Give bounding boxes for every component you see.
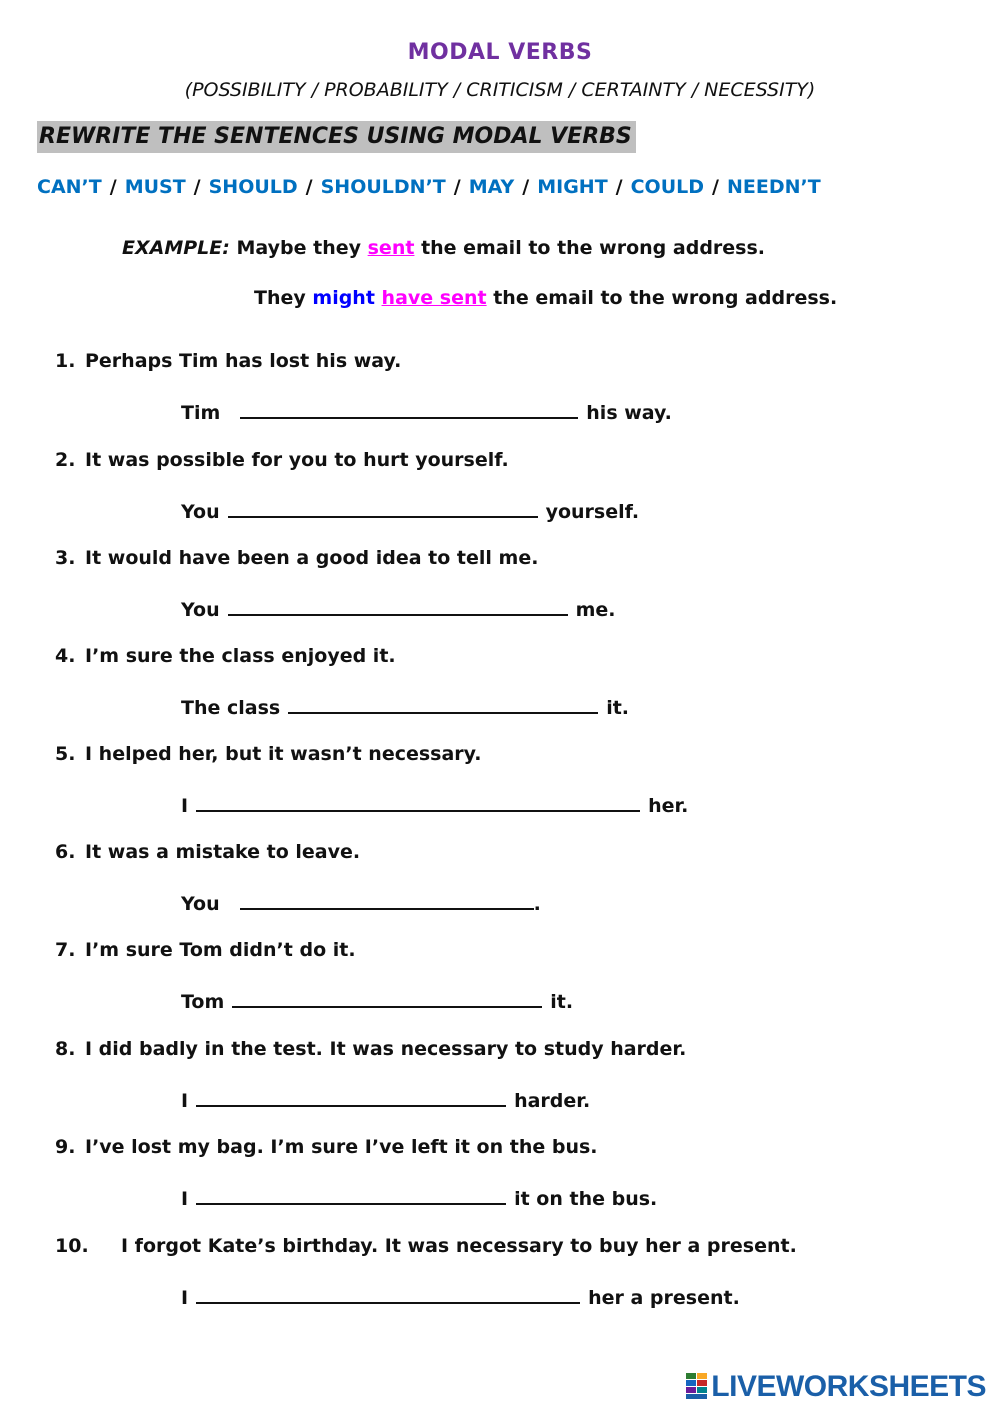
question-number: 6. <box>55 841 76 863</box>
answer-start: The class <box>181 697 281 719</box>
answer-end: it. <box>550 991 574 1013</box>
answer-blank[interactable] <box>240 890 534 910</box>
answer-line <box>181 1284 740 1309</box>
answer-line <box>181 596 616 621</box>
example-text: Maybe they <box>236 237 361 259</box>
modal-verb: MIGHT <box>537 176 608 198</box>
answer-start: I <box>181 795 189 817</box>
question-number: 2. <box>55 449 76 471</box>
answer-line <box>181 890 541 915</box>
example-highlight: sent <box>367 237 415 259</box>
example-modal: might <box>312 287 375 309</box>
modal-separator: / <box>453 176 461 198</box>
answer-end: . <box>533 893 541 915</box>
modal-verb: MUST <box>124 176 186 198</box>
question-sentence: It would have been a good idea to tell me. <box>85 547 539 569</box>
answer-end: yourself. <box>545 501 640 523</box>
question-sentence: I’m sure Tom didn’t do it. <box>85 939 356 961</box>
answer-start: I <box>181 1090 189 1112</box>
example-highlight: have sent <box>381 287 487 309</box>
answer-blank[interactable] <box>232 988 542 1008</box>
answer-start: I <box>181 1188 189 1210</box>
question-number: 1. <box>55 350 76 372</box>
question-number: 5. <box>55 743 76 765</box>
example-text: the email to the wrong address. <box>493 287 838 309</box>
answer-start: You <box>181 501 220 523</box>
question-number: 7. <box>55 939 76 961</box>
answer-end: harder. <box>514 1090 591 1112</box>
example-answer <box>254 287 837 309</box>
instruction-heading: REWRITE THE SENTENCES USING MODAL VERBS <box>37 121 636 153</box>
answer-end: it. <box>606 697 630 719</box>
question <box>55 547 538 569</box>
answer-line <box>181 792 688 817</box>
liveworksheets-logo <box>686 1370 986 1404</box>
question <box>55 1235 797 1257</box>
answer-end: her. <box>648 795 689 817</box>
answer-blank[interactable] <box>240 399 578 419</box>
page-title: MODAL VERBS <box>407 40 593 65</box>
question-sentence: It was possible for you to hurt yourself. <box>85 449 509 471</box>
question <box>55 1038 686 1060</box>
example-sentence <box>122 237 765 259</box>
answer-blank[interactable] <box>196 1087 506 1107</box>
question <box>55 350 401 372</box>
modal-separator: / <box>305 176 313 198</box>
question-sentence: It was a mistake to leave. <box>85 841 361 863</box>
modal-separator: / <box>193 176 201 198</box>
modal-separator: / <box>615 176 623 198</box>
question <box>55 743 482 765</box>
modal-separator: / <box>522 176 530 198</box>
modal-verb: MAY <box>468 176 515 198</box>
page-subtitle: (POSSIBILITY / PROBABILITY / CRITICISM / CERTAINTY / NECESSITY) <box>184 79 816 101</box>
question-number: 3. <box>55 547 76 569</box>
modal-verb: NEEDN’T <box>726 176 821 198</box>
question <box>55 449 509 471</box>
answer-end: it on the bus. <box>514 1188 658 1210</box>
answer-blank[interactable] <box>196 1185 506 1205</box>
answer-end: her a present. <box>588 1287 740 1309</box>
logo-text: LIVEWORKSHEETS <box>711 1370 986 1403</box>
answer-end: me. <box>575 599 616 621</box>
answer-start: Tom <box>181 991 225 1013</box>
answer-end: his way. <box>586 402 672 424</box>
question-sentence: I helped her, but it wasn’t necessary. <box>85 743 482 765</box>
answer-line <box>181 988 573 1013</box>
answer-blank[interactable] <box>228 498 538 518</box>
answer-start: You <box>181 599 220 621</box>
question-sentence: I’m sure the class enjoyed it. <box>85 645 396 667</box>
answer-start: Tim <box>181 402 221 424</box>
liveworksheets-logo-icon <box>686 1373 708 1399</box>
answer-line <box>181 694 629 719</box>
question-sentence: I did badly in the test. It was necessary to study harder. <box>85 1038 687 1060</box>
question-sentence: I’ve lost my bag. I’m sure I’ve left it on the bus. <box>85 1136 598 1158</box>
example-text: They <box>254 287 306 309</box>
modal-separator: / <box>109 176 117 198</box>
answer-blank[interactable] <box>196 792 640 812</box>
modal-verb: COULD <box>630 176 705 198</box>
answer-line <box>181 399 672 424</box>
answer-blank[interactable] <box>288 694 598 714</box>
answer-line <box>181 1087 590 1112</box>
modal-verb: CAN’T <box>37 176 102 198</box>
question-number: 8. <box>55 1038 76 1060</box>
example-label: EXAMPLE: <box>122 237 230 259</box>
question-sentence: I forgot Kate’s birthday. It was necessary to buy her a present. <box>121 1235 797 1257</box>
answer-start: You <box>181 893 220 915</box>
question <box>55 841 360 863</box>
answer-start: I <box>181 1287 189 1309</box>
answer-blank[interactable] <box>196 1284 580 1304</box>
answer-line <box>181 498 639 523</box>
question-number: 10. <box>55 1235 89 1257</box>
question-number: 4. <box>55 645 76 667</box>
question <box>55 645 396 667</box>
modal-separator: / <box>712 176 719 198</box>
answer-line <box>181 1185 657 1210</box>
question <box>55 939 356 961</box>
modal-verb: SHOULD <box>208 176 298 198</box>
answer-blank[interactable] <box>228 596 568 616</box>
modal-verb: SHOULDN’T <box>320 176 446 198</box>
question-sentence: Perhaps Tim has lost his way. <box>85 350 402 372</box>
example-text: the email to the wrong address. <box>421 237 766 259</box>
question <box>55 1136 598 1158</box>
modal-verb-list <box>37 176 821 198</box>
question-number: 9. <box>55 1136 76 1158</box>
